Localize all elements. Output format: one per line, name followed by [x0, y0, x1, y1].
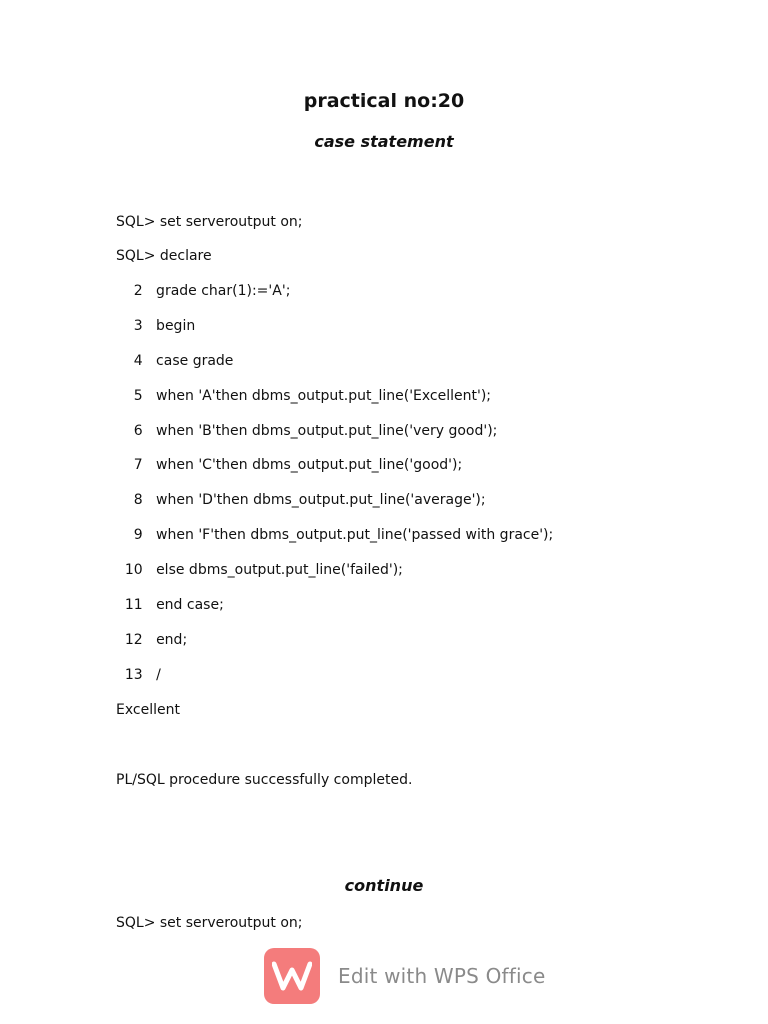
- code-line-8: 7 when 'C'then dbms_output.put_line('good');: [116, 457, 463, 473]
- code-line-5: 4 case grade: [116, 353, 234, 369]
- output-line: Excellent: [116, 702, 180, 718]
- completion-message: PL/SQL procedure successfully completed.: [116, 772, 413, 788]
- wps-edit-label[interactable]: Edit with WPS Office: [338, 964, 546, 988]
- code-line-10: 9 when 'F'then dbms_output.put_line('passed with grace');: [116, 527, 554, 543]
- wps-logo-icon: [264, 948, 320, 1004]
- code-line-13: 12 end;: [116, 632, 188, 648]
- wps-edit-banner[interactable]: [264, 948, 545, 1004]
- code-line-12: 11 end case;: [116, 597, 224, 613]
- code-line-1: SQL> set serveroutput on;: [116, 214, 303, 230]
- continue-code-line: SQL> set serveroutput on;: [116, 915, 303, 931]
- code-line-6: 5 when 'A'then dbms_output.put_line('Excellent');: [116, 388, 492, 404]
- code-line-4: 3 begin: [116, 318, 196, 334]
- code-line-9: 8 when 'D'then dbms_output.put_line('average');: [116, 492, 486, 508]
- code-line-14: 13 /: [116, 667, 161, 683]
- code-line-3: 2 grade char(1):='A';: [116, 283, 291, 299]
- page-subtitle: case statement: [314, 132, 454, 151]
- code-line-11: 10 else dbms_output.put_line('failed');: [116, 562, 403, 578]
- continue-heading: continue: [344, 876, 424, 895]
- code-line-7: 6 when 'B'then dbms_output.put_line('very good');: [116, 423, 498, 439]
- page-title: practical no:20: [303, 90, 465, 112]
- code-line-2: SQL> declare: [116, 248, 212, 264]
